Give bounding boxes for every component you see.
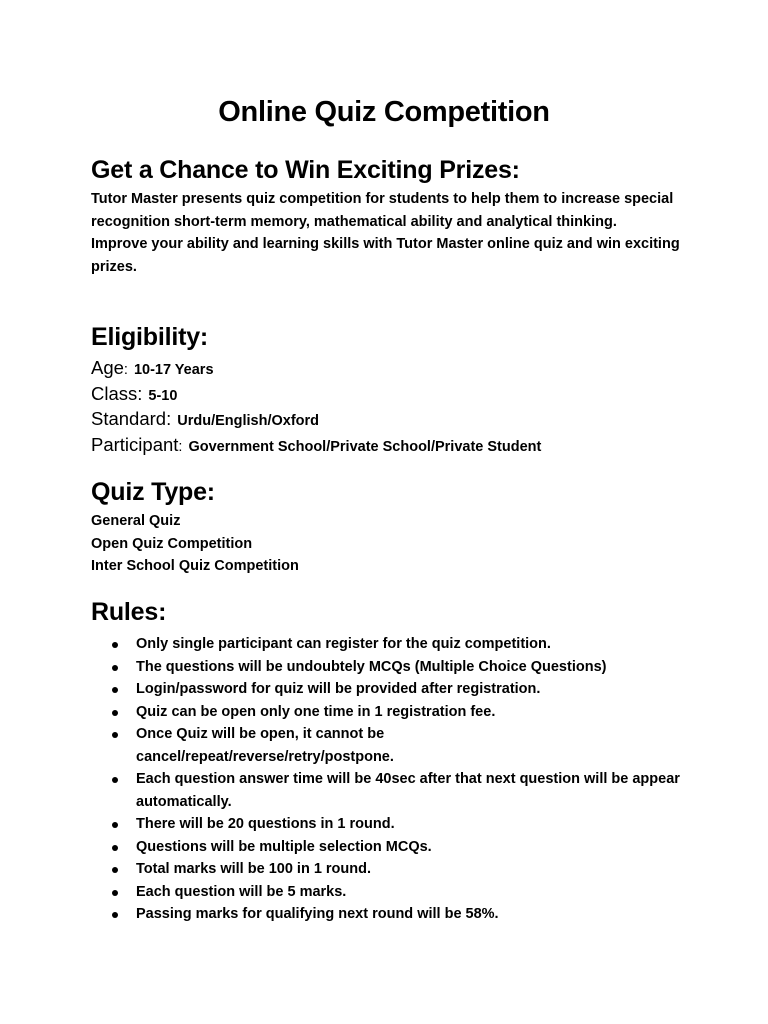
quiz-type-heading: Quiz Type: — [91, 478, 215, 506]
rule-item — [91, 768, 681, 813]
bullet-icon — [112, 710, 118, 716]
rule-text: Quiz can be open only one time in 1 registration fee. — [136, 703, 496, 720]
age-value: 10-17 Years — [133, 362, 214, 378]
rules-heading: Rules: — [91, 598, 167, 626]
rule-item — [91, 656, 681, 679]
rule-item — [91, 723, 681, 768]
rule-item — [91, 813, 681, 836]
participant-value: Government School/Private School/Private Student — [188, 439, 542, 455]
rule-item — [91, 903, 681, 926]
rule-item — [91, 633, 681, 656]
rule-item — [91, 678, 681, 701]
bullet-icon — [112, 777, 118, 783]
rules-list — [91, 633, 681, 926]
prizes-description — [91, 188, 691, 278]
rule-text: Each question answer time will be 40sec after that next question will be appear automatically. — [136, 771, 680, 810]
rule-text: Total marks will be 100 in 1 round. — [136, 861, 372, 877]
rule-text: Passing marks for qualifying next round will be 58%. — [136, 906, 499, 922]
standard-colon: : — [166, 408, 172, 429]
bullet-icon — [112, 732, 118, 738]
rule-text: Once Quiz will be open, it cannot be cancel/repeat/reverse/retry/postpone. — [136, 726, 394, 765]
rule-item — [91, 836, 681, 859]
quiz-type-item: Open Quiz Competition — [91, 535, 253, 552]
prizes-paragraph-1: Tutor Master presents quiz competition for students to help them to increase special recognition short-term memory, mathematical ability and analytical thinking. — [91, 191, 674, 230]
bullet-icon — [112, 845, 118, 851]
eligibility-participant-row — [91, 434, 541, 456]
rule-text: There will be 20 questions in 1 round. — [136, 816, 395, 832]
bullet-icon — [112, 867, 118, 873]
rule-text: Questions will be multiple selection MCQs. — [136, 838, 432, 855]
class-colon: : — [137, 383, 143, 404]
prizes-heading: Get a Chance to Win Exciting Prizes: — [91, 156, 520, 184]
quiz-type-item: Inter School Quiz Competition — [91, 558, 299, 574]
rule-text: The questions will be undoubtely MCQs (Multiple Choice Questions) — [136, 658, 607, 675]
rule-text: Only single participant can register for the quiz competition. — [136, 636, 551, 652]
prizes-paragraph-2: Improve your ability and learning skills with Tutor Master online quiz and win exciting prizes. — [91, 236, 680, 275]
standard-label: Standard — [91, 408, 167, 429]
class-value: 5-10 — [148, 388, 178, 404]
rule-text: Login/password for quiz will be provided after registration. — [136, 681, 541, 697]
quiz-type-list — [91, 510, 299, 578]
age-label: Age — [91, 357, 124, 378]
participant-label: Participant — [91, 434, 179, 455]
bullet-icon — [112, 822, 118, 828]
eligibility-heading: Eligibility: — [91, 323, 209, 351]
class-label: Class — [91, 383, 138, 404]
rule-text: Each question will be 5 marks. — [136, 883, 347, 900]
bullet-icon — [112, 890, 118, 896]
age-colon: : — [123, 362, 128, 378]
eligibility-class-row — [91, 383, 177, 405]
participant-colon: : — [178, 439, 183, 455]
rule-item — [91, 701, 681, 724]
rule-item — [91, 881, 681, 904]
document-title: Online Quiz Competition — [218, 96, 550, 128]
eligibility-age-row — [91, 357, 214, 379]
bullet-icon — [112, 665, 118, 671]
eligibility-standard-row — [91, 408, 319, 430]
bullet-icon — [112, 642, 118, 648]
bullet-icon — [112, 912, 118, 918]
rule-item — [91, 858, 681, 881]
quiz-type-item: General Quiz — [91, 513, 181, 529]
bullet-icon — [112, 687, 118, 693]
standard-value: Urdu/English/Oxford — [177, 413, 320, 429]
